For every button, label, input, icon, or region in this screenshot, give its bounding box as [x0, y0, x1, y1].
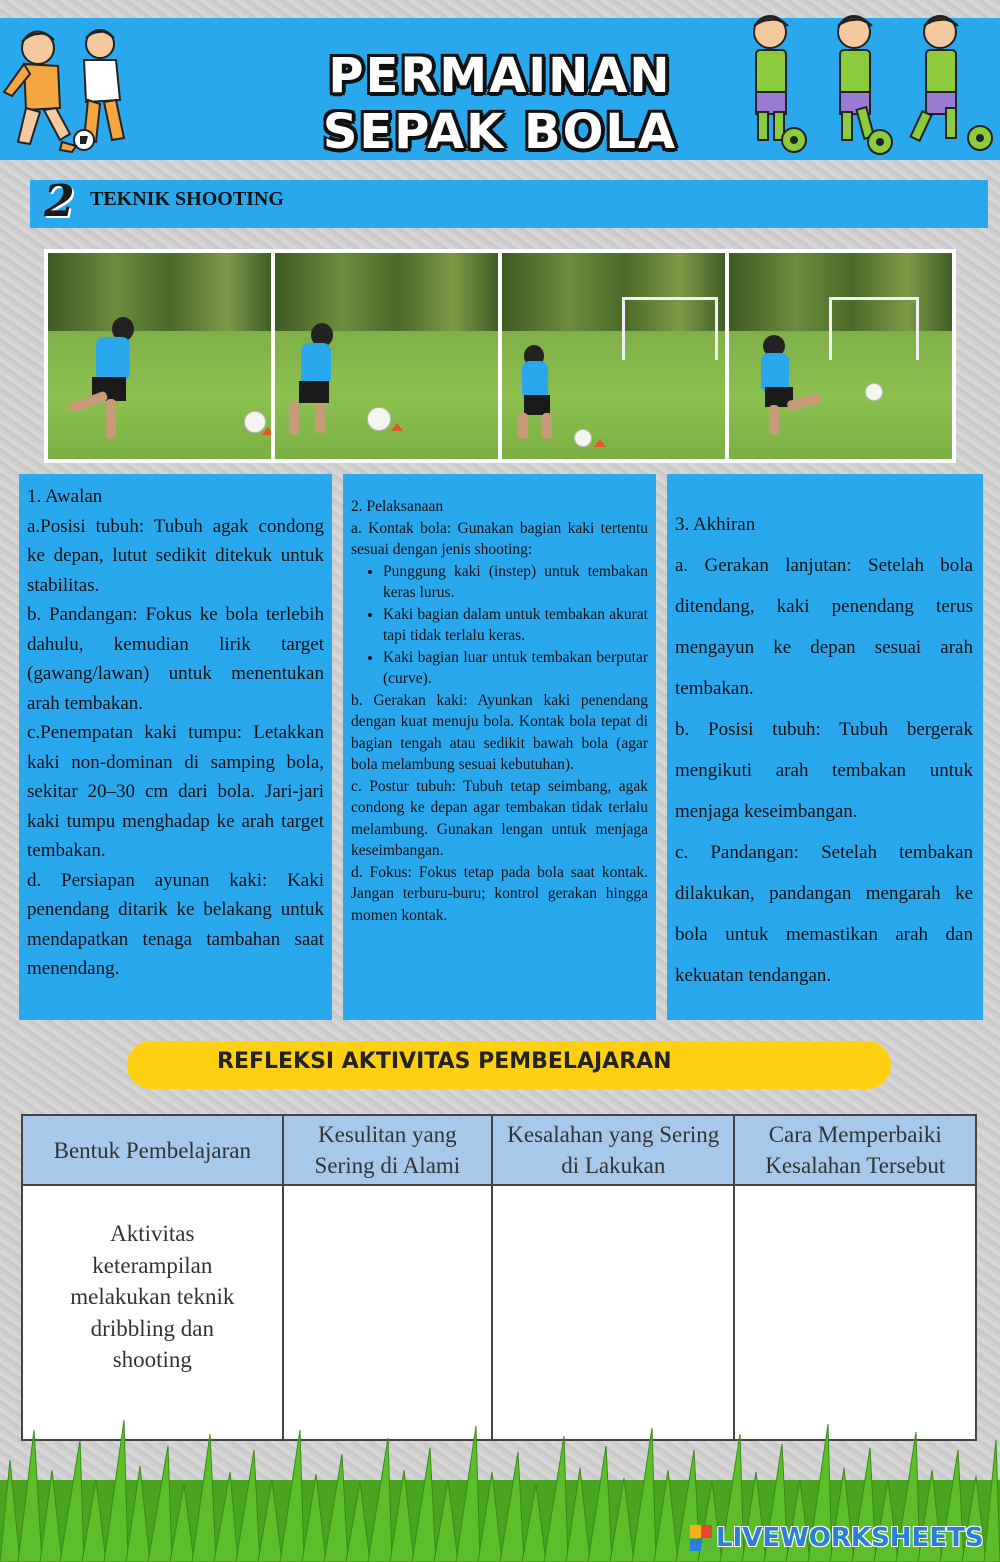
shooting-photo-1 [48, 253, 271, 459]
header-banner [0, 18, 1000, 160]
shooting-photo-3 [502, 253, 725, 459]
reflection-title: REFLEKSI AKTIVITAS PEMBELAJARAN [217, 1049, 672, 1074]
kesulitan-answer-cell[interactable] [283, 1185, 492, 1440]
step-pelaksanaan-box [343, 474, 656, 1020]
liveworksheets-brand [690, 1523, 984, 1553]
cara-answer-cell[interactable] [734, 1185, 976, 1440]
title-line-1: PERMAINAN [328, 48, 672, 104]
row-activity-label: Aktivitas keterampilan melakukan teknik dribbling dan shooting [22, 1185, 283, 1440]
table-row [22, 1185, 976, 1440]
list-item: • Kaki bagian luar untuk tembakan berputar (curve). [383, 647, 648, 690]
shooting-photo-2 [275, 253, 498, 459]
kids-dribbling-illustration [736, 4, 1000, 160]
awalan-heading: 1. Awalan [27, 486, 103, 507]
pelaksanaan-item-c: c. Postur tubuh: Tubuh tetap seimbang, agak condong ke depan agar tembakan tidak terlalu melambung. Gunakan lengan untuk menjaga keseimbangan. [351, 777, 648, 859]
header-cara: Cara Memperbaiki Kesalahan Tersebut [734, 1115, 976, 1185]
header-bentuk: Bentuk Pembelajaran [22, 1115, 283, 1185]
kesalahan-answer-cell[interactable] [492, 1185, 734, 1440]
kids-playing-illustration [0, 12, 150, 162]
section-title: TEKNIK SHOOTING [90, 188, 284, 210]
awalan-item-b: b. Pandangan: Fokus ke bola terlebih dahulu, kemudian lirik target (gawang/lawan) untuk menentukan arah tembakan. [27, 604, 324, 714]
shooting-photo-4 [729, 253, 952, 459]
akhiran-item-c: c. Pandangan: Setelah tembakan dilakukan, pandangan mengarah ke bola untuk memastikan arah dan kekuatan tendangan. [675, 842, 973, 986]
awalan-item-d: d. Persiapan ayunan kaki: Kaki penendang ditarik ke belakang untuk mendapatkan tenaga tambahan saat menendang. [27, 869, 324, 979]
awalan-item-a: a.Posisi tubuh: Tubuh agak condong ke depan, lutut sedikit ditekuk untuk stabilitas. [27, 515, 324, 596]
section-heading-bar [30, 176, 988, 228]
akhiran-item-a: a. Gerakan lanjutan: Setelah bola ditendang, kaki penendang terus mengayun ke depan sesuai arah tembakan. [675, 555, 973, 699]
kick-type-list [351, 561, 648, 690]
pelaksanaan-item-d: d. Fokus: Fokus tetap pada bola saat kontak. Jangan terburu-buru; kontrol gerakan hingga momen kontak. [351, 863, 648, 924]
table-header-row [22, 1115, 976, 1185]
awalan-item-c: c.Penempatan kaki tumpu: Letakkan kaki non-dominan di samping bola, sekitar 20–30 cm dari bola. Jari-jari kaki tumpu menghadap ke arah target tembakan. [27, 722, 324, 861]
list-item: • Kaki bagian dalam untuk tembakan akurat tapi tidak terlalu keras. [383, 604, 648, 647]
title-line-2: SEPAK BOLA [322, 104, 678, 160]
step-awalan-box [19, 474, 332, 1020]
pelaksanaan-item-b: b. Gerakan kaki: Ayunkan kaki penendang dengan kuat menuju bola. Kontak bola tepat di bagian tengah atau sedikit bawah bola (agar bola melambung sesuai kebutuhan). [351, 691, 648, 773]
header-kesulitan: Kesulitan yang Sering di Alami [283, 1115, 492, 1185]
step-akhiran-box [667, 474, 983, 1020]
header-kesalahan: Kesalahan yang Sering di Lakukan [492, 1115, 734, 1185]
section-number: 2 [44, 176, 75, 227]
page-title [290, 48, 710, 160]
pelaksanaan-heading: 2. Pelaksanaan [351, 498, 444, 515]
pelaksanaan-item-a: a. Kontak bola: Gunakan bagian kaki tertentu sesuai dengan jenis shooting: [351, 519, 648, 558]
reflection-table [21, 1114, 977, 1441]
shooting-photo-sequence [44, 249, 956, 463]
brand-name: LIVEWORKSHEETS [716, 1523, 984, 1553]
reflection-title-pill [127, 1041, 891, 1089]
list-item: • Punggung kaki (instep) untuk tembakan keras lurus. [383, 561, 648, 604]
liveworksheets-logo-icon [690, 1525, 712, 1551]
akhiran-item-b: b. Posisi tubuh: Tubuh bergerak mengikuti arah tembakan untuk menjaga keseimbangan. [675, 719, 973, 822]
akhiran-heading: 3. Akhiran [675, 514, 756, 535]
